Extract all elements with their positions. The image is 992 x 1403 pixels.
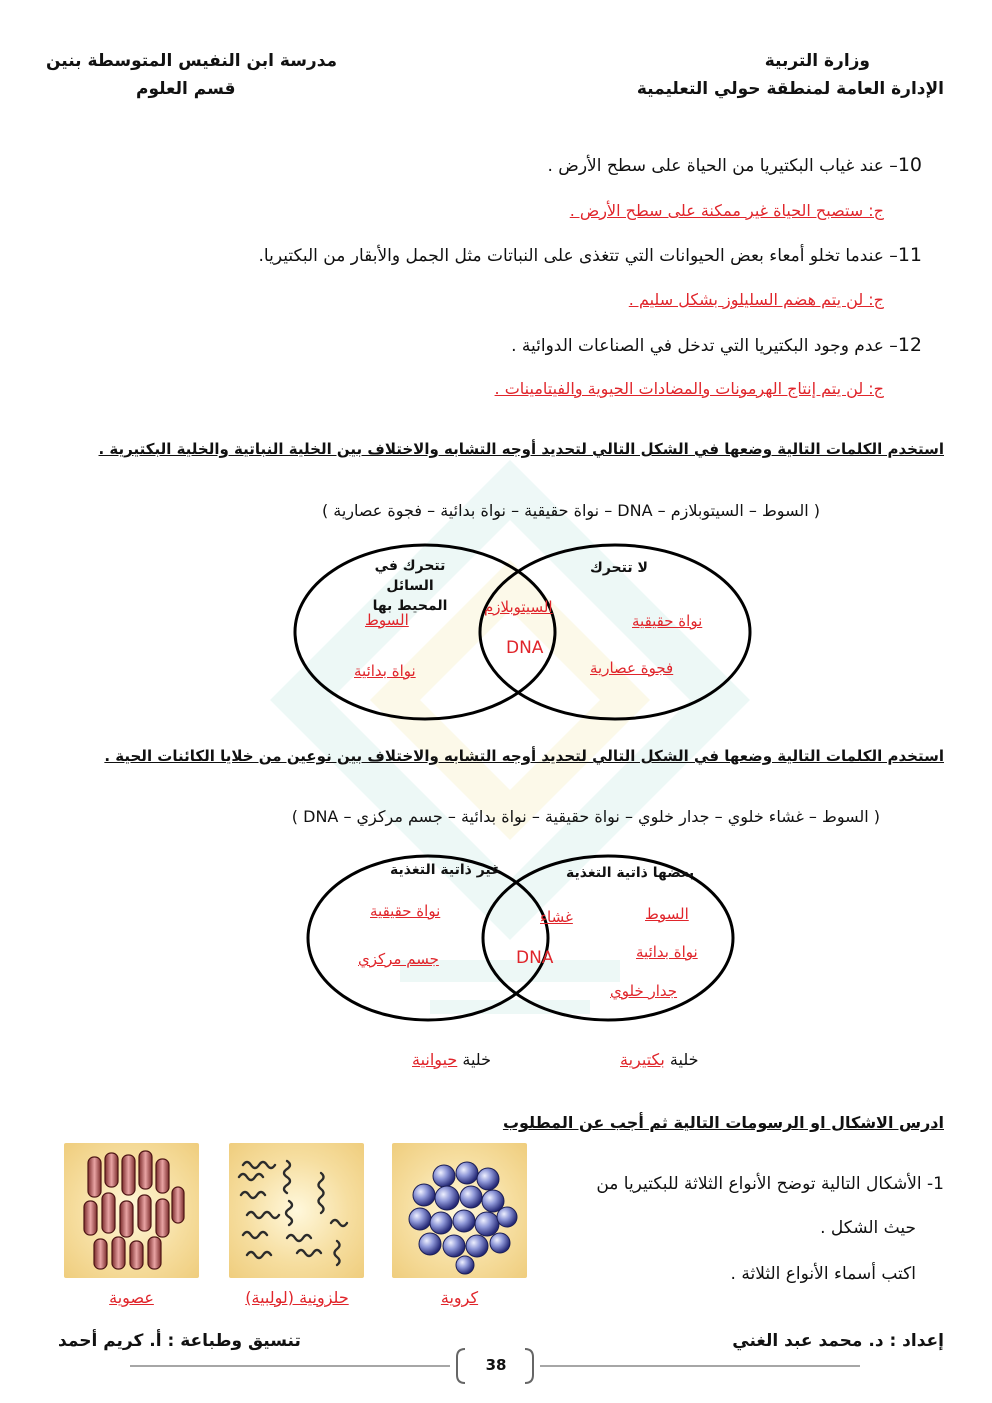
- caption-prefix: خلية: [462, 1050, 491, 1069]
- footer-coordinator: تنسيق وطباعة : أ. كريم أحمد: [58, 1331, 301, 1351]
- venn2-right-label: بعضها ذاتية التغذية: [566, 865, 695, 881]
- ministry-name: وزارة التربية: [764, 51, 870, 71]
- question-12: [511, 333, 922, 358]
- venn1-middle-word: السيتوبلازم: [484, 598, 553, 616]
- spirilla-bacteria-icon: [229, 1143, 364, 1278]
- venn2-left-circle: [308, 856, 548, 1020]
- shapes-instruction: ادرس الاشكال او الرسومات التالية ثم أجب عن المطلوب: [502, 1113, 944, 1132]
- caption-cocci: كروية: [440, 1288, 479, 1307]
- answer-11: ج: لن يتم هضم السليلوز بشكل سليم .: [628, 290, 884, 309]
- page-number: 38: [485, 1356, 507, 1374]
- caption-answer: بكتيرية: [620, 1050, 665, 1069]
- venn2-left-word: نواة حقيقية: [370, 902, 441, 920]
- venn2-middle-word: غشاء: [540, 908, 573, 926]
- question-11: [259, 243, 922, 268]
- footer-author: إعداد : د. محمد عبد الغني: [732, 1331, 944, 1351]
- caption-answer: حيوانية: [412, 1050, 458, 1069]
- question-number: 11: [897, 244, 922, 266]
- question-text: – عند غياب البكتيريا من الحياة على سطح الأرض .: [547, 156, 898, 176]
- venn1-right-word: نواة حقيقية: [632, 612, 703, 630]
- venn1-middle-word: DNA: [506, 638, 544, 658]
- answer-10: ج: ستصبح الحياة غير ممكنة على سطح الأرض .: [569, 201, 884, 220]
- venn2-caption-right: [620, 1050, 699, 1069]
- answer-12: ج: لن يتم إنتاج الهرمونات والمضادات الحيوية والفيتامينات .: [494, 379, 884, 398]
- bacilli-bacteria-icon: [64, 1143, 199, 1278]
- venn2-right-word: نواة بدائية: [636, 943, 698, 961]
- venn2-middle-word: DNA: [516, 948, 554, 968]
- shapes-question-line1: 1- الأشكال التالية توضح الأنواع الثلاثة للبكتيريا من: [596, 1174, 944, 1194]
- caption-spirilla: حلزونية (لولبية): [245, 1288, 349, 1307]
- venn1-right-word: فجوة عصارية: [590, 659, 674, 677]
- venn1-left-label: [355, 556, 465, 616]
- venn1-word-bank: ( السوط – السيتوبلازم – DNA – نواة حقيقية – نواة بدائية – فجوة عصارية ): [321, 501, 820, 520]
- cocci-bacteria-icon: [392, 1143, 527, 1278]
- question-text: – عندما تخلو أمعاء بعض الحيوانات التي تتغذى على النباتات مثل الجمل والأبقار من البكتيريا.: [258, 246, 898, 266]
- venn1-right-label: لا تتحرك: [590, 560, 648, 576]
- caption-prefix: خلية: [669, 1050, 699, 1069]
- venn2-instruction: استخدم الكلمات التالية وضعها في الشكل التالي لتحديد أوجه التشابه والاختلاف بين نوعين من خلايا الكائنات الحية .: [104, 747, 944, 765]
- venn2-right-word: جدار خلوي: [610, 982, 678, 1000]
- question-number: 12: [897, 334, 922, 356]
- venn1-instruction: استخدم الكلمات التالية وضعها في الشكل التالي لتحديد أوجه التشابه والاختلاف بين الخلية النباتية والخلية البكتيرية .: [98, 440, 944, 458]
- department-name: قسم العلوم: [136, 79, 236, 99]
- caption-bacilli: عصوية: [109, 1288, 154, 1307]
- venn2-caption-left: [412, 1050, 491, 1069]
- question-10: [547, 153, 922, 178]
- venn1-left-label-line1: تتحرك في السائل: [374, 558, 446, 594]
- venn2-word-bank: ( السوط – غشاء خلوي – جدار خلوي – نواة حقيقية – نواة بدائية – جسم مركزي – DNA ): [291, 807, 880, 826]
- venn1-diagram: [280, 535, 760, 725]
- shapes-question-line2: حيث الشكل .: [820, 1218, 916, 1238]
- venn2-left-word: جسم مركزي: [358, 950, 439, 968]
- venn2-right-word: السوط: [645, 905, 689, 923]
- venn2-left-label: غير ذاتية التغذية: [390, 862, 501, 878]
- shapes-question-line3: اكتب أسماء الأنواع الثلاثة .: [730, 1264, 916, 1284]
- venn1-left-word: نواة بدائية: [354, 662, 416, 680]
- school-name: مدرسة ابن النفيس المتوسطة بنين: [46, 51, 338, 71]
- district-name: الإدارة العامة لمنطقة حولي التعليمية: [636, 79, 944, 99]
- venn1-left-label-line2: المحيط بها: [372, 598, 448, 614]
- question-number: 10: [897, 154, 922, 176]
- question-text: – عدم وجود البكتيريا التي تدخل في الصناعات الدوائية .: [511, 336, 898, 356]
- venn1-left-word: السوط: [365, 611, 409, 629]
